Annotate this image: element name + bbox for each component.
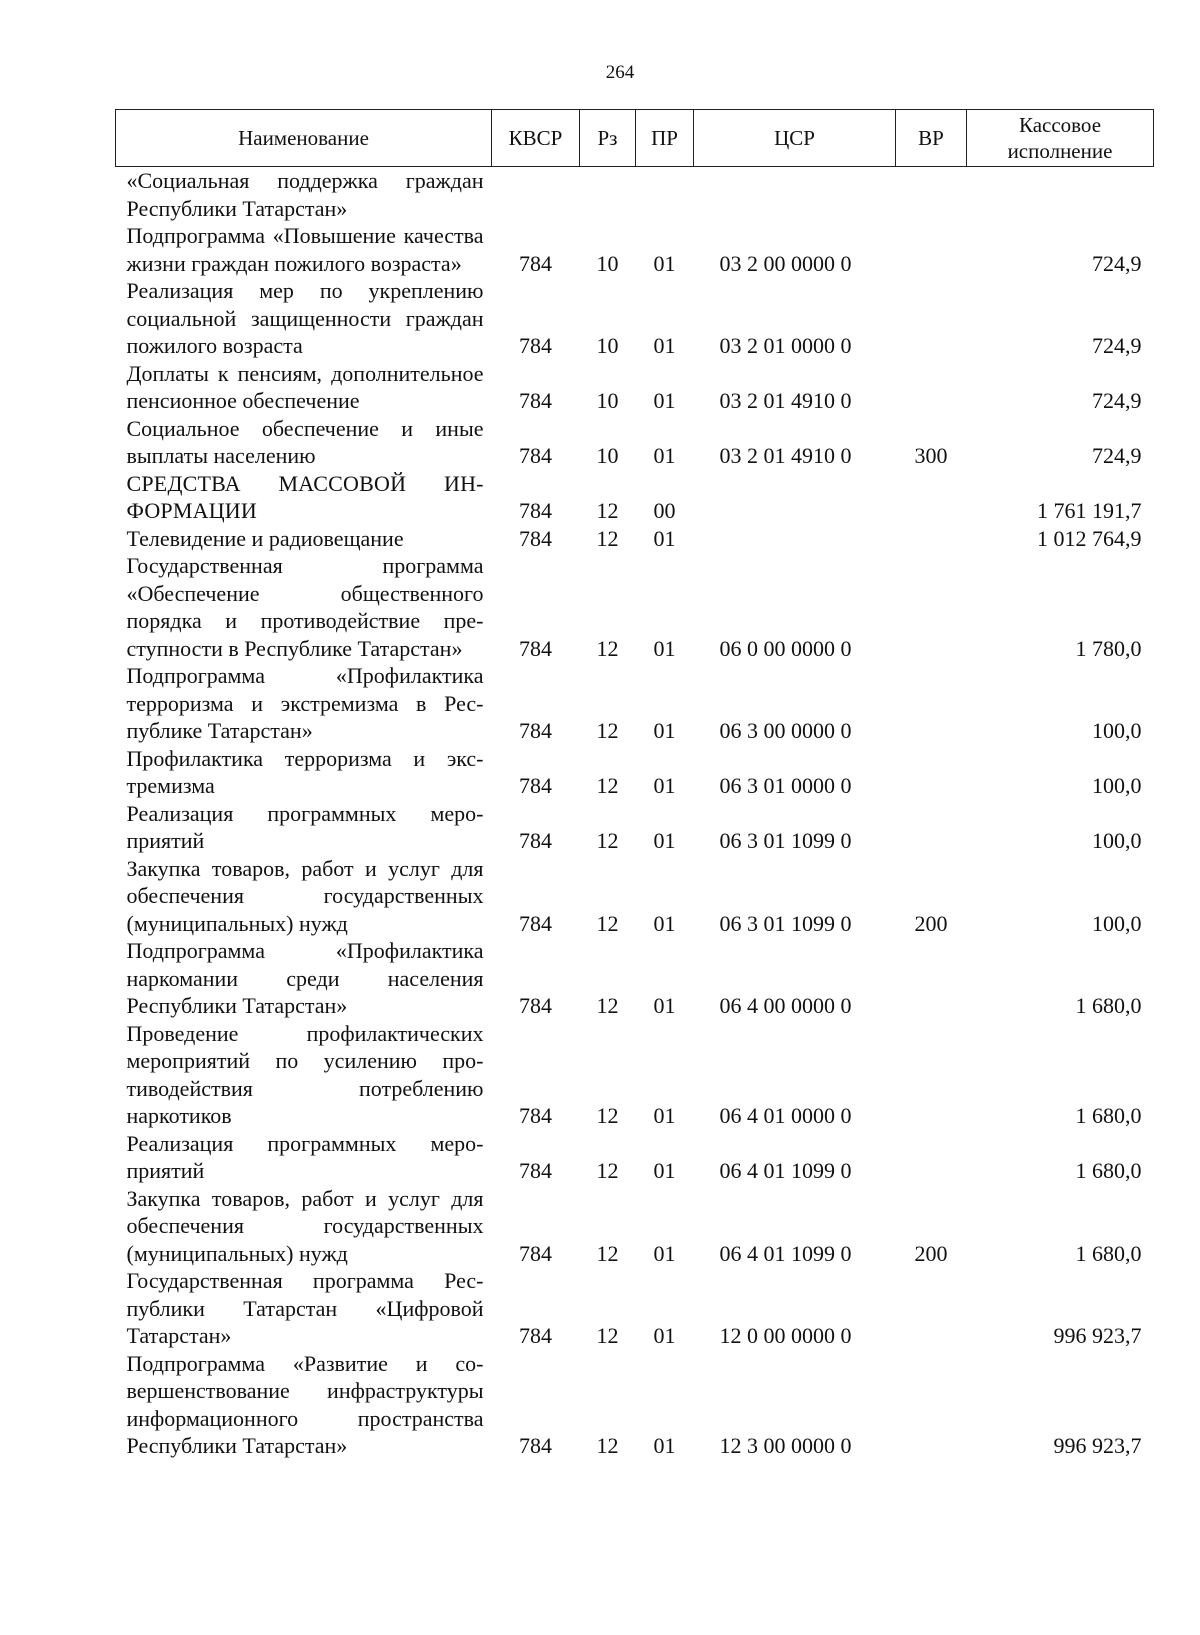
header-row <box>116 110 1154 167</box>
cell-sum: 100,0 <box>1092 828 1142 853</box>
cell-kvsr: 784 <box>519 1158 552 1183</box>
table-row <box>116 662 1154 745</box>
cell-sum: 996 923,7 <box>1053 1433 1142 1458</box>
cell-vr <box>896 1130 967 1185</box>
cell-sum: 1 680,0 <box>1075 1103 1142 1128</box>
table-row <box>116 360 1154 415</box>
cell-vr <box>896 167 967 223</box>
cell-name: Подпрограмма «Повышение качества жизни граждан пожилого возраста» <box>126 223 484 276</box>
cell-pr: 01 <box>653 1103 676 1128</box>
table-row <box>116 525 1154 553</box>
cell-pr: 01 <box>653 1158 676 1183</box>
cell-rz: 12 <box>596 718 619 743</box>
cell-rz: 12 <box>596 1240 619 1266</box>
cell-kvsr: 784 <box>519 498 552 523</box>
budget-table <box>115 109 1154 1460</box>
cell-csr: 06 4 01 1099 0 <box>719 1240 852 1266</box>
cell-rz: 10 <box>596 443 619 468</box>
cell-name: Социальное обеспечение и иные выплаты населению <box>126 415 484 468</box>
cell-vr <box>896 745 967 800</box>
header-name: Наименование <box>116 110 492 167</box>
table-row <box>116 800 1154 855</box>
cell-csr: 06 3 01 1099 0 <box>719 910 852 936</box>
cell-pr: 01 <box>653 635 676 661</box>
table-row <box>116 167 1154 223</box>
cell-pr: 01 <box>653 1323 676 1348</box>
cell-name: Проведение профилактических мероприятий по усилению противодействия потреблению наркотиков <box>126 1020 484 1128</box>
cell-pr: 01 <box>653 993 676 1018</box>
cell-sum: 1 761 191,7 <box>1037 498 1142 523</box>
cell-sum: 724,9 <box>1092 250 1142 276</box>
cell-name: Доплаты к пенсиям, дополнительное пенсионное обеспечение <box>126 360 484 413</box>
table-row <box>116 855 1154 938</box>
cell-sum: 1 680,0 <box>1075 1240 1142 1266</box>
cell-pr: 01 <box>653 250 676 276</box>
cell-csr: 06 4 01 0000 0 <box>719 1103 852 1128</box>
cell-kvsr: 784 <box>519 635 552 661</box>
cell-csr: 06 4 01 1099 0 <box>719 1158 852 1183</box>
cell-csr: 03 2 01 4910 0 <box>719 443 852 468</box>
table-row <box>116 222 1154 277</box>
cell-sum: 724,9 <box>1092 443 1142 468</box>
page-number: 264 <box>605 62 635 83</box>
cell-vr <box>896 800 967 855</box>
table-header <box>116 110 1154 167</box>
cell-kvsr: 784 <box>519 773 552 798</box>
cell-pr: 01 <box>653 443 676 468</box>
header-rz: Рз <box>580 110 636 167</box>
header-sum: Кассовое исполнение <box>967 110 1154 167</box>
cell-vr <box>896 222 967 277</box>
cell-csr: 06 3 01 1099 0 <box>719 828 852 853</box>
cell-vr <box>896 937 967 1020</box>
table-row <box>116 1130 1154 1185</box>
cell-vr <box>896 1020 967 1130</box>
cell-sum: 100,0 <box>1092 910 1142 936</box>
cell-sum: 100,0 <box>1092 718 1142 743</box>
cell-rz: 12 <box>596 828 619 853</box>
cell-vr: 200 <box>914 1240 948 1266</box>
cell-name: Телевидение и радиовещание <box>126 525 404 551</box>
cell-csr: 06 0 00 0000 0 <box>719 635 852 661</box>
cell-csr: 03 2 00 0000 0 <box>719 250 852 276</box>
cell-vr <box>896 1350 967 1460</box>
cell-pr: 01 <box>653 718 676 743</box>
cell-name: «Социальная поддержка граждан Республики Татарстан» <box>126 168 484 221</box>
cell-kvsr: 784 <box>519 828 552 853</box>
table-row <box>116 470 1154 525</box>
cell-vr <box>896 552 967 662</box>
cell-csr: 06 3 00 0000 0 <box>719 718 852 743</box>
cell-vr <box>896 662 967 745</box>
cell-sum: 1 680,0 <box>1075 993 1142 1018</box>
cell-pr: 00 <box>653 498 676 523</box>
cell-vr <box>896 277 967 360</box>
cell-sum: 1 680,0 <box>1075 1158 1142 1183</box>
cell-kvsr: 784 <box>519 993 552 1018</box>
cell-csr: 03 2 01 0000 0 <box>719 333 852 358</box>
cell-kvsr: 784 <box>519 910 552 936</box>
table-row <box>116 1020 1154 1130</box>
cell-csr <box>694 470 896 525</box>
cell-name: СРЕДСТВА МАССОВОЙ ИНФОРМАЦИИ <box>126 470 484 523</box>
cell-name: Реализация программных мероприятий <box>126 800 484 853</box>
cell-rz: 12 <box>596 910 619 936</box>
cell-pr: 01 <box>653 1433 676 1458</box>
table-row <box>116 1350 1154 1460</box>
cell-kvsr: 784 <box>519 388 552 413</box>
cell-name: Государственная программа «Обеспечение общественного порядка и противодействие преступности в Республике Татарстан» <box>126 553 484 661</box>
cell-kvsr: 784 <box>519 333 552 358</box>
cell-name: Подпрограмма «Профилактика наркомании среди населения Республики Татарстан» <box>126 938 484 1018</box>
cell-sum: 996 923,7 <box>1053 1323 1142 1348</box>
cell-name: Государственная программа Республики Татарстан «Цифровой Татарстан» <box>126 1268 484 1348</box>
cell-csr <box>694 167 896 223</box>
table-row <box>116 415 1154 470</box>
header-kvsr: КВСР <box>492 110 580 167</box>
cell-name: Закупка товаров, работ и услуг для обеспечения государственных (муниципальных) нужд <box>126 1185 484 1266</box>
cell-sum: 724,9 <box>1092 388 1142 413</box>
cell-rz: 10 <box>596 388 619 413</box>
header-pr: ПР <box>636 110 694 167</box>
cell-rz: 12 <box>596 1323 619 1348</box>
cell-name: Профилактика терроризма и экстремизма <box>126 745 484 798</box>
cell-name: Реализация программных мероприятий <box>126 1130 484 1183</box>
cell-pr: 01 <box>653 388 676 413</box>
table-body <box>116 167 1154 1460</box>
cell-rz: 12 <box>596 1433 619 1458</box>
cell-vr: 200 <box>914 910 948 936</box>
cell-rz: 12 <box>596 773 619 798</box>
cell-pr: 01 <box>653 910 676 936</box>
cell-rz: 12 <box>596 993 619 1018</box>
cell-rz <box>580 167 636 223</box>
cell-pr: 01 <box>653 525 676 551</box>
cell-kvsr: 784 <box>519 1433 552 1458</box>
cell-csr: 06 3 01 0000 0 <box>719 773 852 798</box>
cell-rz: 12 <box>596 1103 619 1128</box>
cell-rz: 12 <box>596 498 619 523</box>
cell-vr <box>896 470 967 525</box>
header-csr: ЦСР <box>694 110 896 167</box>
table-row <box>116 1185 1154 1268</box>
table-row <box>116 937 1154 1020</box>
cell-kvsr <box>492 167 580 223</box>
cell-vr <box>896 360 967 415</box>
cell-rz: 12 <box>596 525 619 551</box>
cell-sum: 1 012 764,9 <box>1037 525 1142 551</box>
cell-kvsr: 784 <box>519 1103 552 1128</box>
cell-csr: 12 0 00 0000 0 <box>719 1323 852 1348</box>
cell-rz: 12 <box>596 635 619 661</box>
cell-csr: 06 4 00 0000 0 <box>719 993 852 1018</box>
cell-pr: 01 <box>653 333 676 358</box>
table-row <box>116 1267 1154 1350</box>
cell-csr: 12 3 00 0000 0 <box>719 1433 852 1458</box>
cell-csr <box>694 525 896 553</box>
cell-kvsr: 784 <box>519 250 552 276</box>
cell-sum: 724,9 <box>1092 333 1142 358</box>
cell-pr: 01 <box>653 828 676 853</box>
cell-kvsr: 784 <box>519 1323 552 1348</box>
cell-name: Подпрограмма «Профилактика терроризма и экстремизма в Республике Татарстан» <box>126 663 484 743</box>
cell-kvsr: 784 <box>519 718 552 743</box>
cell-name: Закупка товаров, работ и услуг для обеспечения государственных (муниципальных) нужд <box>126 855 484 936</box>
cell-vr <box>896 1267 967 1350</box>
cell-pr: 01 <box>653 773 676 798</box>
cell-kvsr: 784 <box>519 443 552 468</box>
cell-name: Реализация мер по укреплению социальной защищенности граждан пожилого возраста <box>126 278 484 358</box>
cell-rz: 10 <box>596 250 619 276</box>
cell-rz: 12 <box>596 1158 619 1183</box>
cell-sum <box>967 167 1154 223</box>
cell-sum: 1 780,0 <box>1075 635 1142 661</box>
cell-rz: 10 <box>596 333 619 358</box>
cell-sum: 100,0 <box>1092 773 1142 798</box>
cell-pr: 01 <box>653 1240 676 1266</box>
cell-vr: 300 <box>914 443 948 468</box>
cell-name: Подпрограмма «Развитие и совершенствование инфраструктуры информационного пространства Республики Татарстан» <box>126 1350 484 1458</box>
cell-kvsr: 784 <box>519 1240 552 1266</box>
table-row <box>116 277 1154 360</box>
cell-kvsr: 784 <box>519 525 552 551</box>
cell-csr: 03 2 01 4910 0 <box>719 388 852 413</box>
cell-pr <box>636 167 694 223</box>
cell-vr <box>896 525 967 553</box>
header-vr: ВР <box>896 110 967 167</box>
table-row <box>116 745 1154 800</box>
table-row <box>116 552 1154 662</box>
